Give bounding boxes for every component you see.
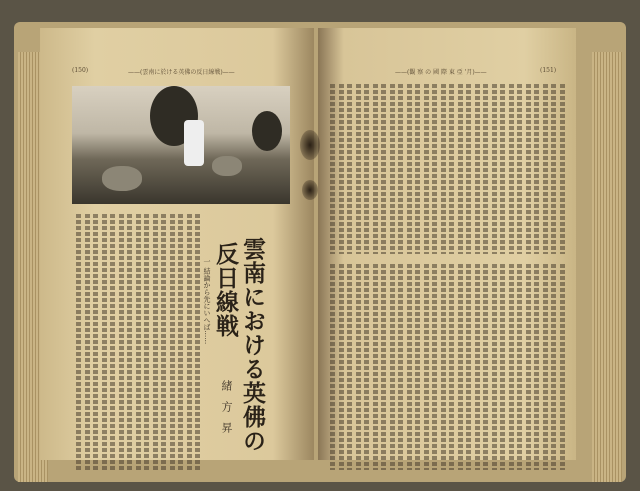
- text-column: [509, 264, 514, 470]
- burn-mark: [300, 130, 320, 160]
- text-column: [492, 84, 497, 254]
- text-column: [415, 264, 420, 470]
- page-edges-right: [592, 52, 622, 482]
- text-column: [483, 84, 488, 254]
- section-heading: 一 結論から先にいへば……: [203, 258, 211, 345]
- text-column: [187, 214, 192, 470]
- text-column: [560, 84, 565, 254]
- text-column: [466, 84, 471, 254]
- text-column: [458, 264, 463, 470]
- text-column: [178, 214, 183, 470]
- text-column: [102, 214, 107, 470]
- left-page-number: (150): [72, 67, 89, 74]
- text-column: [373, 264, 378, 470]
- text-column: [110, 214, 115, 470]
- text-column: [195, 214, 200, 470]
- text-column: [449, 84, 454, 254]
- text-column: [330, 84, 335, 254]
- text-column: [475, 84, 480, 254]
- text-column: [398, 84, 403, 254]
- text-column: [161, 214, 166, 470]
- text-column: [390, 84, 395, 254]
- rock: [102, 166, 142, 191]
- text-column: [407, 84, 412, 254]
- text-column: [364, 264, 369, 470]
- text-column: [458, 84, 463, 254]
- text-column: [500, 84, 505, 254]
- text-column: [449, 264, 454, 470]
- text-column: [517, 264, 522, 470]
- text-column: [424, 264, 429, 470]
- text-column: [339, 264, 344, 470]
- text-column: [356, 84, 361, 254]
- text-column: [93, 214, 98, 470]
- text-column: [364, 84, 369, 254]
- text-column: [415, 84, 420, 254]
- text-column: [551, 264, 556, 470]
- text-column: [509, 84, 514, 254]
- text-column: [526, 84, 531, 254]
- text-column: [144, 214, 149, 470]
- text-column: [390, 264, 395, 470]
- article-title-line1: 雲南における英佛の: [239, 237, 266, 453]
- burn-mark: [302, 180, 318, 200]
- text-column: [153, 214, 158, 470]
- article-title-line2: 反日線戦: [212, 242, 239, 338]
- text-column: [475, 264, 480, 470]
- text-column: [526, 264, 531, 470]
- text-column: [543, 84, 548, 254]
- right-page-number: (151): [540, 67, 557, 74]
- text-column: [119, 214, 124, 470]
- text-column: [373, 84, 378, 254]
- text-column: [432, 264, 437, 470]
- text-column: [381, 84, 386, 254]
- text-column: [466, 264, 471, 470]
- text-column: [398, 264, 403, 470]
- text-column: [127, 214, 132, 470]
- text-column: [492, 264, 497, 470]
- text-column: [543, 264, 548, 470]
- text-column: [500, 264, 505, 470]
- text-column: [339, 84, 344, 254]
- text-column: [432, 84, 437, 254]
- text-column: [347, 264, 352, 470]
- text-column: [407, 264, 412, 470]
- text-column: [517, 84, 522, 254]
- text-column: [76, 214, 81, 470]
- text-column: [356, 264, 361, 470]
- landscape-photo: [72, 86, 290, 204]
- text-column: [534, 84, 539, 254]
- author-name: 緒方昇: [220, 380, 233, 443]
- text-column: [441, 264, 446, 470]
- text-column: [534, 264, 539, 470]
- tree: [252, 111, 282, 151]
- text-column: [136, 214, 141, 470]
- rock: [212, 156, 242, 176]
- text-column: [441, 84, 446, 254]
- text-column: [85, 214, 90, 470]
- text-column: [170, 214, 175, 470]
- text-column: [424, 84, 429, 254]
- left-running-header: ——(雲南に於ける英佛の反日線戦)——: [128, 69, 235, 76]
- text-column: [381, 264, 386, 470]
- text-column: [483, 264, 488, 470]
- text-column: [330, 264, 335, 470]
- text-column: [560, 264, 565, 470]
- text-column: [347, 84, 352, 254]
- text-column: [551, 84, 556, 254]
- person-figure: [184, 120, 204, 166]
- right-running-header: ——(觀 察 の 國 際 東 亞 '月)——: [395, 69, 487, 76]
